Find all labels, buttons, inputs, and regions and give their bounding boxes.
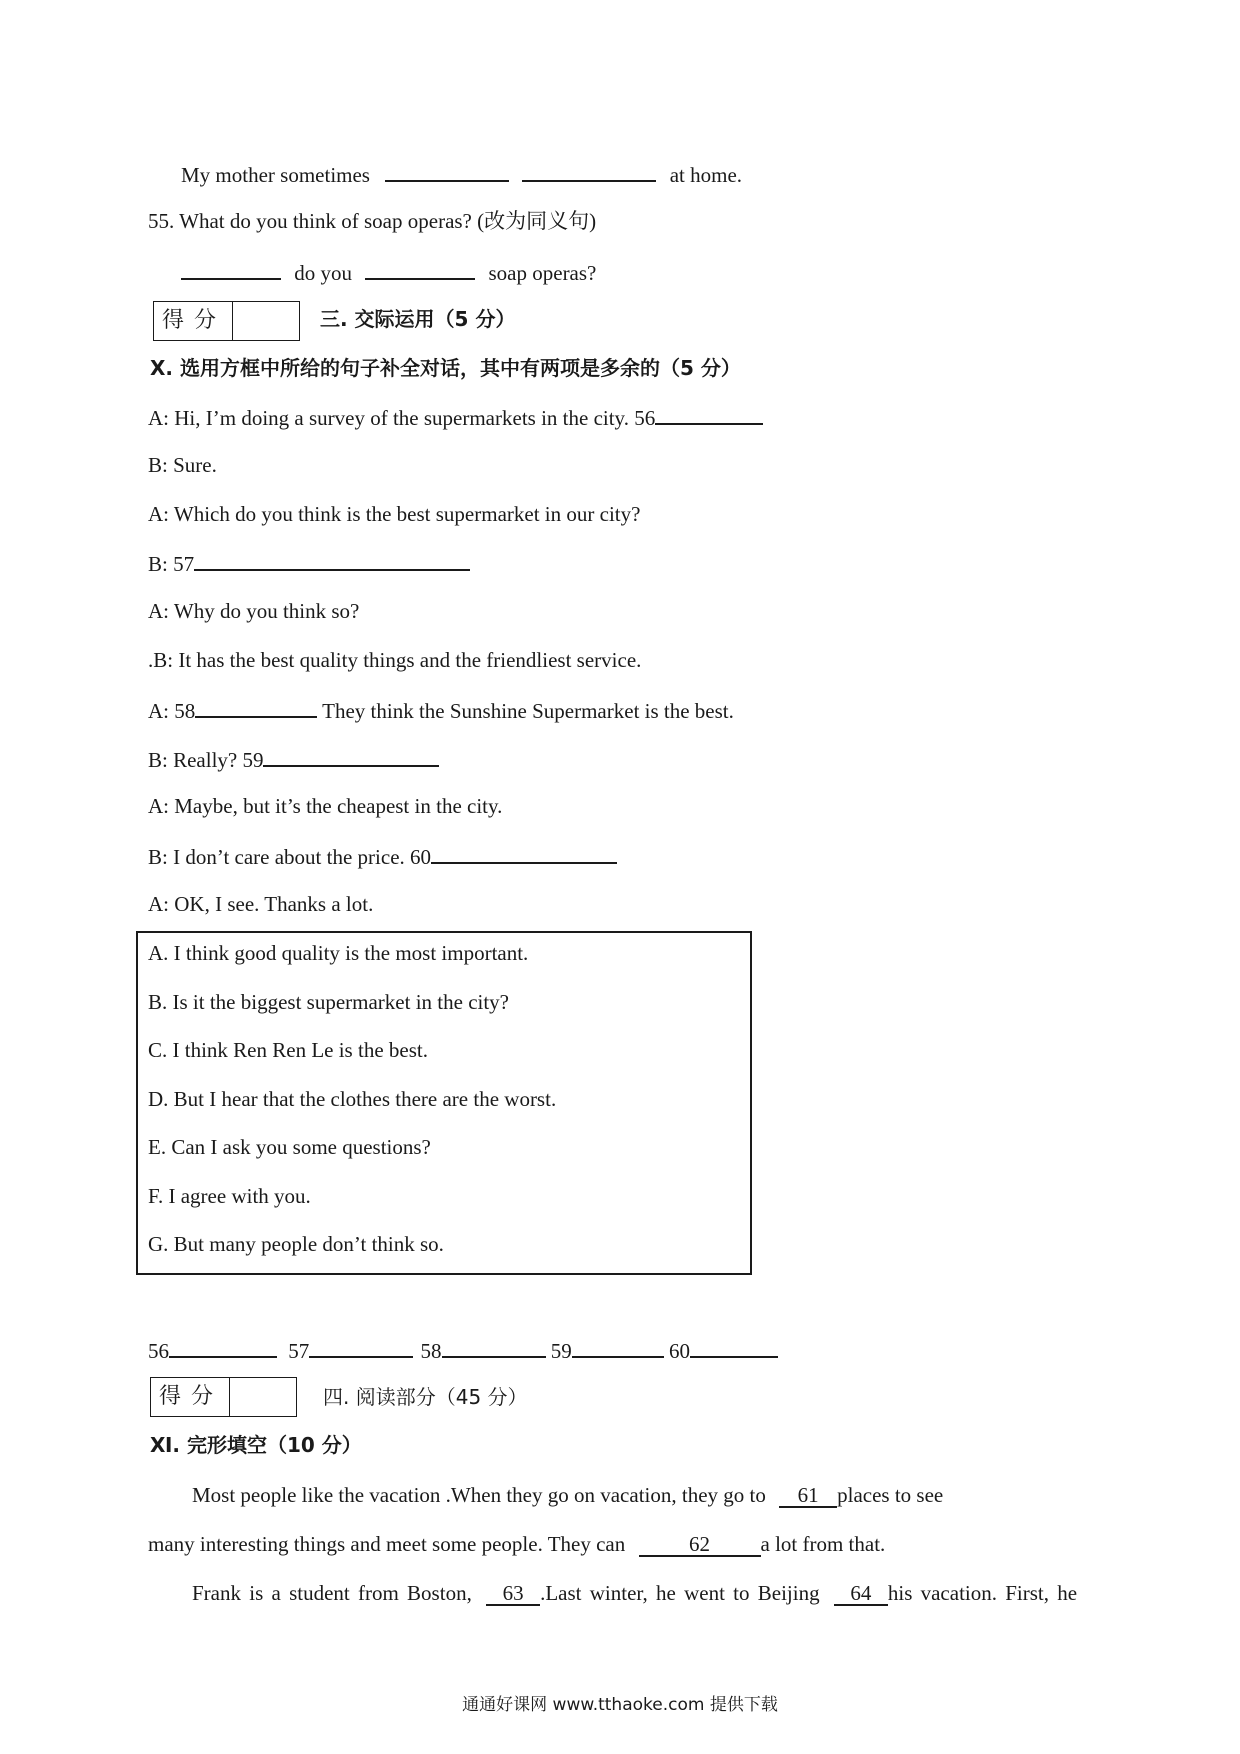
q55-part2: soap operas?	[488, 261, 597, 285]
dialog-line	[148, 647, 641, 673]
option-item: E. Can I ask you some questions?	[148, 1135, 431, 1159]
dialog-answer-blank[interactable]	[431, 842, 617, 864]
q54-line	[181, 160, 742, 188]
cloze-text: many interesting things and meet some people. They can	[148, 1532, 626, 1556]
dialog-line	[148, 501, 640, 527]
dialog-line	[148, 793, 502, 819]
score-label: 得分	[151, 1378, 230, 1416]
score-value-field[interactable]	[233, 302, 299, 340]
cloze-text: .Last winter, he went to Beijing	[540, 1581, 820, 1605]
option-item: B. Is it the biggest supermarket in the city?	[148, 989, 509, 1014]
answer-line	[148, 1336, 778, 1364]
option-item: D. But I hear that the clothes there are the worst.	[148, 1086, 557, 1111]
option-item: F. I agree with you.	[148, 1183, 311, 1208]
score-box-section3	[153, 301, 300, 341]
option-item: G. But many people don’t think so.	[148, 1232, 444, 1256]
cloze-text: places to see	[837, 1483, 944, 1507]
dialog-line	[148, 452, 217, 478]
cloze-text: Most people like the vacation .When they go on vacation, they go to	[192, 1483, 766, 1507]
dialog-line	[148, 549, 470, 577]
answer-num-59: 59	[550, 1339, 572, 1363]
q55-part1: do you	[294, 261, 352, 285]
score-value-field[interactable]	[230, 1378, 296, 1416]
section3-title: 三. 交际运用（5 分）	[320, 307, 516, 331]
dialog-answer-blank[interactable]	[194, 549, 470, 571]
answer-blank-56[interactable]	[169, 1336, 277, 1358]
dialog-text: B: Sure.	[148, 452, 217, 477]
q55-text: 55. What do you think of soap operas? (改为同义句)	[148, 209, 597, 233]
section4-title: 四. 阅读部分（45 分）	[323, 1385, 528, 1409]
answer-blank-58[interactable]	[442, 1336, 546, 1358]
cloze-text: Frank is a student from Boston,	[192, 1581, 472, 1605]
dialog-line	[148, 403, 763, 431]
cloze-blank-64[interactable]: 64	[834, 1582, 888, 1606]
cloze-text: his vacation. First, he	[887, 1581, 1078, 1605]
q54-text: My mother sometimes	[181, 163, 370, 187]
dialog-text-after: They think the Sunshine Supermarket is the best.	[317, 698, 734, 723]
dialog-line	[148, 745, 439, 773]
q55-blank-2[interactable]	[365, 258, 475, 280]
answer-num-56: 56	[148, 1339, 169, 1363]
dialog-answer-blank[interactable]	[655, 403, 763, 425]
cloze-blank-63[interactable]: 63	[486, 1582, 540, 1606]
cloze-blank-62[interactable]: 62	[639, 1533, 761, 1557]
option-item: A. I think good quality is the most important.	[148, 941, 529, 965]
option-item: C. I think Ren Ren Le is the best.	[148, 1038, 428, 1062]
dialog-text: A: Which do you think is the best supermarket in our city?	[148, 501, 641, 526]
answer-num-58: 58	[420, 1339, 442, 1363]
answer-blank-59[interactable]	[572, 1336, 664, 1358]
answer-num-57: 57	[288, 1339, 310, 1363]
dialog-answer-blank[interactable]	[263, 745, 439, 767]
part-xi-title: Ⅺ. 完形填空（10 分）	[150, 1433, 362, 1457]
q55-question	[148, 208, 596, 234]
q54-blank-1[interactable]	[385, 160, 509, 182]
answer-num-60: 60	[669, 1339, 690, 1363]
dialog-text: A: Maybe, but it’s the cheapest in the city.	[148, 794, 503, 819]
dialog-text: B: 57	[148, 552, 195, 577]
dialog-line	[148, 842, 617, 870]
cloze-text: a lot from that.	[760, 1532, 886, 1556]
dialog-text: .B: It has the best quality things and the friendliest service.	[148, 648, 642, 672]
dialog-line	[148, 891, 373, 917]
dialog-line	[148, 598, 359, 624]
answer-blank-60[interactable]	[690, 1336, 778, 1358]
dialog-text: A: Why do you think so?	[148, 599, 360, 624]
q54-blank-2[interactable]	[522, 160, 656, 182]
dialog-text: A: OK, I see. Thanks a lot.	[148, 892, 374, 916]
dialog-text: B: I don’t care about the price. 60	[148, 845, 432, 870]
dialog-text: B: Really? 59	[148, 747, 264, 772]
q55-answer-line	[181, 258, 596, 286]
cloze-line-1	[192, 1482, 943, 1508]
q54-after: at home.	[669, 163, 743, 187]
score-label: 得分	[154, 302, 233, 340]
dialog-text: A: Hi, I’m doing a survey of the supermarkets in the city. 56	[148, 406, 656, 430]
dialog-line	[148, 696, 734, 724]
dialog-text: A: 58	[148, 698, 196, 723]
q55-blank-1[interactable]	[181, 258, 281, 280]
score-box-section4	[150, 1377, 297, 1417]
part-x-title: Ⅹ. 选用方框中所给的句子补全对话，其中有两项是多余的（5 分）	[150, 356, 741, 380]
dialog-answer-blank[interactable]	[195, 696, 317, 718]
cloze-line-3	[192, 1580, 1077, 1606]
page-footer: 通通好课网 www.tthaoke.com 提供下载	[462, 1695, 778, 1715]
cloze-line-2	[148, 1531, 885, 1557]
answer-blank-57[interactable]	[309, 1336, 413, 1358]
cloze-blank-61[interactable]: 61	[779, 1484, 837, 1508]
